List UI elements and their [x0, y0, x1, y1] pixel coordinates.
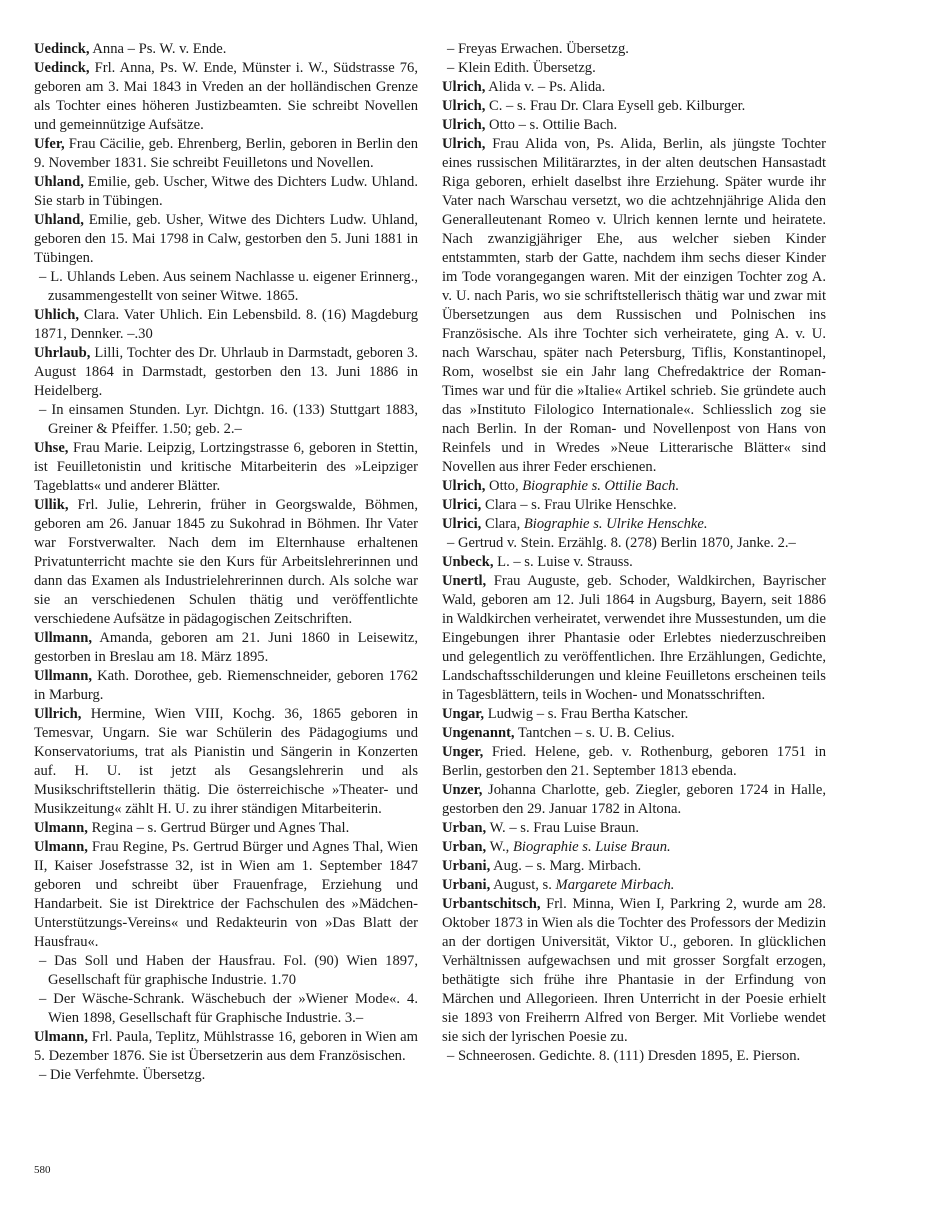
- biography-entry: [34, 705, 418, 819]
- entry-text: August, s.: [490, 877, 556, 893]
- entry-headword: Ulrich,: [442, 136, 486, 152]
- entry-headword: Ufer,: [34, 136, 65, 152]
- entry-headword: Unertl,: [442, 573, 487, 589]
- entry-headword: Ulmann,: [34, 1029, 88, 1045]
- work-entry: [442, 1047, 826, 1066]
- entry-reference: Biographie s. Ottilie Bach.: [522, 478, 680, 494]
- entry-headword: Urbantschitsch,: [442, 896, 541, 912]
- entry-text: – Die Verfehmte. Übersetzg.: [39, 1067, 206, 1083]
- entry-headword: Ulrici,: [442, 497, 482, 513]
- entry-text: Tantchen – s. U. B. Celius.: [514, 725, 675, 741]
- work-entry: [442, 534, 826, 553]
- biography-entry: [442, 78, 826, 97]
- entry-headword: Unzer,: [442, 782, 483, 798]
- entry-text: – Gertrud v. Stein. Erzählg. 8. (278) Berlin 1870, Janke. 2.–: [447, 535, 796, 551]
- entry-text: – Schneerosen. Gedichte. 8. (111) Dresden 1895, E. Pierson.: [447, 1048, 801, 1064]
- entry-text: – L. Uhlands Leben. Aus seinem Nachlasse u. eigener Erinnerg., zusammengestellt von seiner Witwe. 1865.: [39, 269, 418, 304]
- entry-text: Frl. Anna, Ps. W. Ende, Münster i. W., Südstrasse 76, geboren am 3. Mai 1843 in Vreden an der holländischen Grenze als Tochter eines höheren Justizbeamten. Sie schreibt Novellen und gemeinnützige Aufsätze.: [34, 60, 418, 133]
- work-entry: [34, 990, 418, 1028]
- work-entry: [34, 952, 418, 990]
- entry-text: Frl. Julie, Lehrerin, früher in Georgswalde, Böhmen, geboren am 26. Januar 1845 zu Sukohrad in Böhmen. Ihr Vater war Forstverwalter. Nach dem im Elternhause erhaltenen Privatunterricht machte sie den Kurs für Arbeitslehrerinnen und dann das Examen als Industrielehrerinnen durch. Als solche war sie an verschiedenen Schulen thätig und veröffentlichte verschiedene Aufsätze in pädagogischen Zeitschriften.: [34, 497, 418, 627]
- entry-text: W. – s. Frau Luise Braun.: [486, 820, 640, 836]
- entry-headword: Uhse,: [34, 440, 69, 456]
- entry-text: Frl. Paula, Teplitz, Mühlstrasse 16, geboren in Wien am 5. Dezember 1876. Sie ist Übersetzerin aus dem Französischen.: [34, 1029, 418, 1064]
- biography-entry: [442, 876, 826, 895]
- biography-entry: [34, 306, 418, 344]
- entry-text: Anna – Ps. W. v. Ende.: [89, 41, 227, 57]
- biography-entry: [34, 135, 418, 173]
- entry-headword: Ulrici,: [442, 516, 482, 532]
- left-column: [34, 40, 418, 1085]
- entry-text: Fried. Helene, geb. v. Rothenburg, geboren 1751 in Berlin, gestorben den 21. September 1813 ebenda.: [442, 744, 826, 779]
- entry-text: – Der Wäsche-Schrank. Wäschebuch der »Wiener Mode«. 4. Wien 1898, Gesellschaft für Graphische Industrie. 3.–: [39, 991, 418, 1026]
- entry-text: Frau Marie. Leipzig, Lortzingstrasse 6, geboren in Stettin, ist Feuilletonistin und kritische Mitarbeiterin des »Leipziger Tageblatts« und anderer Blätter.: [34, 440, 418, 494]
- biography-entry: [442, 553, 826, 572]
- entry-text: Johanna Charlotte, geb. Ziegler, geboren 1724 in Halle, gestorben den 29. Januar 1782 in Altona.: [442, 782, 826, 817]
- entry-headword: Ulrich,: [442, 478, 486, 494]
- biography-entry: [442, 135, 826, 477]
- biography-entry: [442, 496, 826, 515]
- biography-entry: [442, 116, 826, 135]
- entry-headword: Ulrich,: [442, 79, 486, 95]
- biography-entry: [442, 477, 826, 496]
- biography-entry: [34, 344, 418, 401]
- entry-text: Frau Alida von, Ps. Alida, Berlin, als jüngste Tochter eines russischen Militärarztes, in der alten deutschen Hansastadt Riga geboren, erhielt daselbst ihre Erziehung. Später wurde ihr Vater nach Warschau versetzt, wo die achtzehnjährige Alida den Generalleutenant Romeo v. Ulrich kennen lernte und heiratete. Nach zwanzigjähriger Ehe, aus welcher sieben Kinder entstammten, starb der Gatte, nachdem ihm sechs dieser Kinder im Tode vorangegangen waren. Mit der einzigen Tochter zog A. v. U. nach Paris, wo sie schriftstellerisch thätig war und zwar mit Übersetzungen aus dem Russischen und Polnischen ins Französische. Als ihre Tochter sich verheiratete, ging A. v. U. nach Warschau, später nach Petersburg, Tiflis, Konstantinopel, Rom, woselbst sie ein Jahr lang Chefredaktrice der Roman-Times war und für die »Italie« Artikel schrieb. Sie gründete auch das »Instituto Filologico Internationale«. Schliesslich zog sie nach Berlin. In der Roman- und Novellenpost von Hans von Reinfels und in Wredes »Neue Litterarische Blätter« sind Novellen aus ihrer Feder erschienen.: [442, 136, 826, 475]
- entry-reference: Biographie s. Ulrike Henschke.: [523, 516, 708, 532]
- entry-headword: Unger,: [442, 744, 484, 760]
- biography-entry: [34, 629, 418, 667]
- entry-text: Otto,: [485, 478, 523, 494]
- work-entry: [442, 59, 826, 78]
- entry-text: C. – s. Frau Dr. Clara Eysell geb. Kilburger.: [485, 98, 746, 114]
- entry-headword: Uhrlaub,: [34, 345, 91, 361]
- work-entry: [34, 401, 418, 439]
- entry-text: W.,: [486, 839, 513, 855]
- biography-entry: [442, 705, 826, 724]
- entry-text: Frl. Minna, Wien I, Parkring 2, wurde am 28. Oktober 1873 in Wien als die Tochter des Professors der Medizin an der dortigen Universität, Viktor U., geboren. In glücklichen Verhältnissen aufgewachsen und mit grosser Sorgfalt erzogen, bethätigte sich frühe ihre Phantasie in der Erfindung von Märchen und Allegorieen. Ihren Unterricht in der Poesie erhielt sie 1893 von Freiherrn Alfred von Berger. Mit Vorliebe wendet sie sich der lyrischen Poesie zu.: [442, 896, 826, 1045]
- entry-headword: Uhlich,: [34, 307, 80, 323]
- entry-text: Aug. – s. Marg. Mirbach.: [490, 858, 642, 874]
- entry-headword: Ungar,: [442, 706, 485, 722]
- entry-headword: Urbani,: [442, 877, 491, 893]
- entry-text: Ludwig – s. Frau Bertha Katscher.: [484, 706, 689, 722]
- biography-entry: [442, 515, 826, 534]
- entry-text: Frau Auguste, geb. Schoder, Waldkirchen, Bayrischer Wald, geboren am 12. Juli 1864 in Augsburg, Bayern, seit 1886 in Waldkirchen verheiratet, verwendet ihre Mussestunden, um die Eingebungen ihrer Phantasie oder Erlebtes niederzuschreiben und gelegentlich zu veröffentlichen. Ihre Erzählungen, Gedichte, Landschaftsschilderungen und kleine Feuilletons erscheinen teils in Tagesblättern, teils in Wochen- und Monatsschriften.: [442, 573, 826, 703]
- biography-entry: [34, 173, 418, 211]
- entry-headword: Ullik,: [34, 497, 69, 513]
- biography-entry: [34, 59, 418, 135]
- entry-text: Emilie, geb. Usher, Witwe des Dichters Ludw. Uhland, geboren den 15. Mai 1798 in Calw, gestorben den 5. Juni 1881 in Tübingen.: [34, 212, 418, 266]
- entry-headword: Ullmann,: [34, 668, 92, 684]
- entry-text: Clara,: [481, 516, 524, 532]
- page-number: 580: [34, 1164, 51, 1176]
- entry-headword: Ulrich,: [442, 98, 486, 114]
- entry-headword: Urban,: [442, 820, 487, 836]
- biography-entry: [442, 743, 826, 781]
- entry-headword: Ulrich,: [442, 117, 486, 133]
- biography-entry: [442, 819, 826, 838]
- biography-entry: [34, 819, 418, 838]
- entry-text: Kath. Dorothee, geb. Riemenschneider, geboren 1762 in Marburg.: [34, 668, 418, 703]
- entry-text: Clara – s. Frau Ulrike Henschke.: [481, 497, 677, 513]
- biography-entry: [442, 572, 826, 705]
- entry-text: – Klein Edith. Übersetzg.: [447, 60, 596, 76]
- entry-text: – In einsamen Stunden. Lyr. Dichtgn. 16. (133) Stuttgart 1883, Greiner & Pfeiffer. 1.50; geb. 2.–: [39, 402, 418, 437]
- biography-entry: [442, 97, 826, 116]
- entry-headword: Uedinck,: [34, 60, 90, 76]
- biography-entry: [34, 496, 418, 629]
- entry-headword: Unbeck,: [442, 554, 494, 570]
- work-entry: [34, 268, 418, 306]
- entry-headword: Urban,: [442, 839, 487, 855]
- entry-text: Frau Regine, Ps. Gertrud Bürger und Agnes Thal, Wien II, Kaiser Josefstrasse 32, ist in Wien am 1. September 1847 geboren und schreibt über Frauenfrage, Erziehung und Handarbeit. Sie ist Direktrice der Fachschulen des »Mädchen-Unterstützungs-Vereins« und Redakteurin von »Das Blatt der Hausfrau«.: [34, 839, 418, 950]
- entry-headword: Uhland,: [34, 174, 84, 190]
- entry-headword: Urbani,: [442, 858, 491, 874]
- entry-text: – Das Soll und Haben der Hausfrau. Fol. (90) Wien 1897, Gesellschaft für graphische Industrie. 1.70: [39, 953, 418, 988]
- entry-text: Alida v. – Ps. Alida.: [485, 79, 606, 95]
- work-entry: [34, 1066, 418, 1085]
- entry-text: Clara. Vater Uhlich. Ein Lebensbild. 8. (16) Magdeburg 1871, Dennker. –.30: [34, 307, 418, 342]
- biography-entry: [442, 838, 826, 857]
- entry-reference: Biographie s. Luise Braun.: [512, 839, 671, 855]
- entry-text: – Freyas Erwachen. Übersetzg.: [447, 41, 629, 57]
- entry-headword: Ungenannt,: [442, 725, 515, 741]
- entry-headword: Uhland,: [34, 212, 84, 228]
- entry-text: L. – s. Luise v. Strauss.: [493, 554, 633, 570]
- biography-entry: [442, 857, 826, 876]
- right-column: [442, 40, 826, 1066]
- entry-text: Regina – s. Gertrud Bürger und Agnes Thal.: [87, 820, 350, 836]
- biography-entry: [34, 211, 418, 268]
- entry-headword: Uedinck,: [34, 41, 90, 57]
- entry-headword: Ulmann,: [34, 839, 88, 855]
- biography-entry: [442, 724, 826, 743]
- biography-entry: [34, 1028, 418, 1066]
- entry-text: Amanda, geboren am 21. Juni 1860 in Leisewitz, gestorben in Breslau am 18. März 1895.: [34, 630, 418, 665]
- entry-reference: Margarete Mirbach.: [555, 877, 675, 893]
- entry-text: Lilli, Tochter des Dr. Uhrlaub in Darmstadt, geboren 3. August 1864 in Darmstadt, gestorben den 13. Juni 1886 in Heidelberg.: [34, 345, 418, 399]
- biography-entry: [34, 667, 418, 705]
- entry-text: Frau Cäcilie, geb. Ehrenberg, Berlin, geboren in Berlin den 9. November 1831. Sie schreibt Feuilletons und Novellen.: [34, 136, 418, 171]
- entry-text: Hermine, Wien VIII, Kochg. 36, 1865 geboren in Temesvar, Ungarn. Sie war Schülerin des Pädagogiums und Konservatoriums, trat als Pianistin und Sängerin in Konzerten auf. H. U. ist jetzt als Gesangslehrerin und als Musikschriftstellerin thätig. Die österreichische »Theater- und Musikzeitung« zählt H. U. zu ihrer ständigen Mitarbeiterin.: [34, 706, 418, 817]
- biography-entry: [34, 439, 418, 496]
- work-entry: [442, 40, 826, 59]
- entry-headword: Ullmann,: [34, 630, 92, 646]
- biography-entry: [442, 895, 826, 1047]
- entry-text: Emilie, geb. Uscher, Witwe des Dichters Ludw. Uhland. Sie starb in Tübingen.: [34, 174, 418, 209]
- biography-entry: [34, 838, 418, 952]
- entry-text: Otto – s. Ottilie Bach.: [485, 117, 618, 133]
- biography-entry: [442, 781, 826, 819]
- biography-entry: [34, 40, 418, 59]
- entry-headword: Ulmann,: [34, 820, 88, 836]
- entry-headword: Ullrich,: [34, 706, 82, 722]
